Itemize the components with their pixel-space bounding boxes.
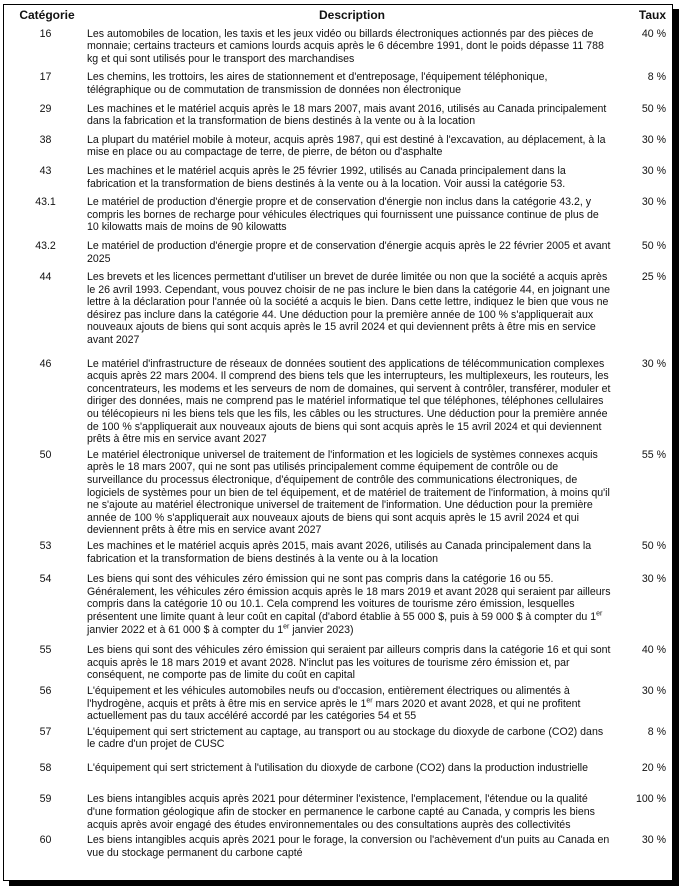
row-rate: 40 % (641, 27, 666, 40)
row-rate: 50 % (641, 539, 666, 552)
table-row (4, 724, 672, 752)
row-category: 43.1 (35, 196, 56, 209)
row-rate: 30 % (641, 573, 666, 586)
cca-class-table-frame (3, 4, 673, 881)
row-description: Les machines et le matériel acquis après le 18 mars 2007, mais avant 2016, utilisés au Canada principalement dans la fabrication et la transformation de biens destinés à la vente ou à la location (87, 102, 607, 128)
row-description: Les machines et le matériel acquis après 2015, mais avant 2026, utilisés au Canada principalement dans la fabrication et la transformation de biens destinés à la vente ou à la location (87, 539, 592, 565)
row-rate: 50 % (641, 239, 666, 252)
description-text: L'équipement et les véhicules automobiles neufs ou d'occasion, entièrement électriques ou alimentés à l'hydrogène, acquis et prêts à être mis en service après le 1 (87, 684, 570, 710)
table-row (4, 683, 672, 724)
row-category: 46 (39, 357, 52, 370)
table-row (4, 235, 672, 266)
row-description: Les automobiles de location, les taxis et les jeux vidéo ou billards électroniques actionnés par des pièces de monnaie; certains tracteurs et camions lourds acquis après le 6 décembre 1991, dont le poids dépasse 11 788 kg et qui sont utilisés pour le transport des marchandises (87, 27, 604, 65)
table-row (4, 566, 672, 637)
table-row (4, 752, 672, 776)
row-category: 29 (39, 102, 52, 115)
table-row (4, 129, 672, 160)
row-description: Le matériel de production d'énergie propre et de conservation d'énergie acquis après le 22 février 2005 et avant 2025 (87, 239, 611, 265)
row-rate: 25 % (641, 271, 666, 284)
row-category: 59 (39, 793, 52, 806)
row-rate: 30 % (641, 196, 666, 209)
row-category: 44 (39, 271, 52, 284)
row-rate: 100 % (635, 793, 666, 806)
row-category: 17 (39, 71, 52, 84)
row-rate: 55 % (641, 448, 666, 461)
ordinal-superscript: er (366, 696, 373, 704)
description-text: Les biens qui sont des véhicules zéro émission qui ne sont pas compris dans la catégorie 16 ou 55. Généralement, les véhicules zéro émission acquis après le 18 mars 2019 et avant 2028 qui seraient par ailleurs compris dans la catégorie 10 ou 10.1. Cela comprend les voitures de tourisme zéro émission, lesquelles présentent une limite quant à leur coût en capital (d'abord établie à 55 000 $, puis à 59 000 $ à compter du 1 (87, 573, 611, 623)
table-header-row (4, 5, 672, 28)
ordinal-superscript: er (283, 623, 290, 630)
row-category: 58 (39, 761, 52, 774)
row-rate: 30 % (641, 133, 666, 146)
row-description: Les biens intangibles acquis après 2021 pour le forage, la conversion ou l'achèvement d'un puits au Canada en vue du stockage permanent du carbone capté (87, 834, 610, 859)
header-rate: Taux (638, 8, 666, 22)
row-category: 57 (39, 725, 52, 738)
row-rate: 8 % (647, 725, 666, 738)
row-description: Les biens intangibles acquis après 2021 pour déterminer l'existence, l'emplacement, l'étendue ou la qualité d'une formation géologique afin de stocker en permanence le carbone capté au Canada, y compris les biens acquis après avoir engagé des études environnementales ou des consultations auprès des collectivités (87, 793, 595, 831)
row-description: Les machines et le matériel acquis après le 25 février 1992, utilisés au Canada principalement dans la fabrication et la transformation de biens destinés à la vente ou à la location. Voir aussi la catégorie 53. (87, 164, 566, 190)
table-row (4, 28, 672, 67)
table-row (4, 98, 672, 129)
row-category: 43 (39, 164, 52, 177)
row-rate: 40 % (641, 644, 666, 657)
row-rate: 8 % (647, 71, 666, 84)
row-category: 50 (39, 448, 52, 461)
description-text: janvier 2023) (289, 623, 354, 636)
row-description: Le matériel d'infrastructure de réseaux de données soutient des applications de télécommunication complexes acquis après 22 mars 2004. Il comprend des biens tels que les interrupteurs, les multiplexeurs, les routeurs, les concentrateurs, les modems et les serveurs de nom de domaines, qui servent à contrôler, transférer, moduler et diriger des données, mais ne comprend pas le matériel informatique tel que téléphones, téléphones cellulaires ou télécopieurs ni les biens tels que les fils, les câbles ou les structures. Une déduction pour la première année de 100 % s'appliquerait aux nouveaux ajouts de biens qui sont acquis après le 15 avril 2024 et qui deviennent prêts à être mis en service avant 2027 (87, 357, 611, 446)
row-category: 55 (39, 644, 52, 657)
header-description: Description (318, 8, 385, 22)
table-row (4, 191, 672, 235)
row-category: 60 (39, 834, 52, 847)
row-category: 53 (39, 539, 52, 552)
table-row (4, 66, 672, 97)
row-category: 43.2 (35, 239, 56, 252)
table-row (4, 832, 672, 860)
table-row (4, 637, 672, 683)
row-description: L'équipement qui sert strictement au captage, au transport ou au stockage du dioxyde de carbone (CO2) dans le cadre d'un projet de CUSC (87, 725, 604, 751)
row-rate: 30 % (641, 834, 666, 847)
row-description: L'équipement qui sert strictement à l'utilisation du dioxyde de carbone (CO2) dans la production industrielle (87, 761, 589, 774)
table-row (4, 775, 672, 832)
row-description: Les brevets et les licences permettant d'utiliser un brevet de durée limitée ou non que la société a acquis après le 26 avril 1993. Cependant, vous pouvez choisir de ne pas inclure le bien dans la catégorie 44, en joignant une lettre à la déclaration pour l'année où la société a acquis le bien. Dans cette lettre, indiquez le bien que vous ne désirez pas inclure dans la catégorie 44. Une déduction pour la première année de 100 % s'appliquerait aux nouveaux ajouts de biens qui sont acquis après le 15 avril 2024 et qui deviennent prêts à être mis en service avant 2027 (87, 271, 610, 347)
row-description (86, 683, 618, 724)
table-row (4, 538, 672, 566)
table-row (4, 447, 672, 538)
row-category: 54 (39, 573, 52, 586)
description-text: janvier 2022 et à 61 000 $ à compter du 1 (87, 623, 284, 636)
description-text: mars 2020 et avant 2028, et qui ne profitent actuellement pas du taux accéléré accordé par les catégories 54 et 55 (87, 697, 581, 723)
row-rate: 20 % (641, 761, 666, 774)
table-body (4, 28, 672, 861)
header-category: Catégorie (19, 8, 75, 22)
row-description: Les biens qui sont des véhicules zéro émission qui seraient par ailleurs compris dans la catégorie 16 et qui sont acquis après le 18 mars 2019 et avant 2028. N'inclut pas les voitures de tourisme zéro émission et, par conséquent, ne comporte pas de limite du coût en capital (87, 644, 611, 682)
row-description (86, 566, 618, 637)
ordinal-superscript: er (596, 610, 603, 618)
row-category: 38 (39, 133, 52, 146)
row-category: 16 (39, 27, 52, 40)
row-category: 56 (39, 684, 52, 697)
table-row (4, 266, 672, 348)
row-rate: 30 % (641, 684, 666, 697)
row-description: La plupart du matériel mobile à moteur, acquis après 1987, qui est destiné à l'excavation, au déplacement, à la mise en place ou au compactage de terre, de pierre, de béton ou d'asphalte (87, 133, 606, 159)
row-rate: 50 % (641, 102, 666, 115)
row-description: Le matériel électronique universel de traitement de l'information et les logiciels de systèmes connexes acquis après le 18 mars 2007, qui ne sont pas utilisés principalement comme équipement de contrôle ou de surveillance du processus électronique, d'équipement de contrôle des communications électroniques, de logiciels de systèmes pour un bien de tel équipement, et de matériel de traitement de l'information, à moins qu'il ne s'ajoute au matériel électronique universel de traitement de l'information. Une déduction pour la première année de 100 % s'appliquerait aux nouveaux ajouts de biens qui sont acquis après le 15 avril 2024 et qui deviennent prêts à être mis en service avant 2027 (87, 448, 610, 537)
row-description: Le matériel de production d'énergie propre et de conservation d'énergie non inclus dans la catégorie 43.2, y compris les bornes de recharge pour véhicules électriques qui fournissent une puissance continue de plus de 10 kilowatts mais de moins de 90 kilowatts (87, 196, 599, 234)
row-description: Les chemins, les trottoirs, les aires de stationnement et d'entreposage, l'équipement téléphonique, télégraphique ou de commutation de transmission de données non électronique (87, 71, 548, 96)
table-row (4, 160, 672, 191)
cca-class-table (4, 5, 672, 860)
row-rate: 30 % (641, 357, 666, 370)
row-rate: 30 % (641, 164, 666, 177)
table-row (4, 348, 672, 447)
